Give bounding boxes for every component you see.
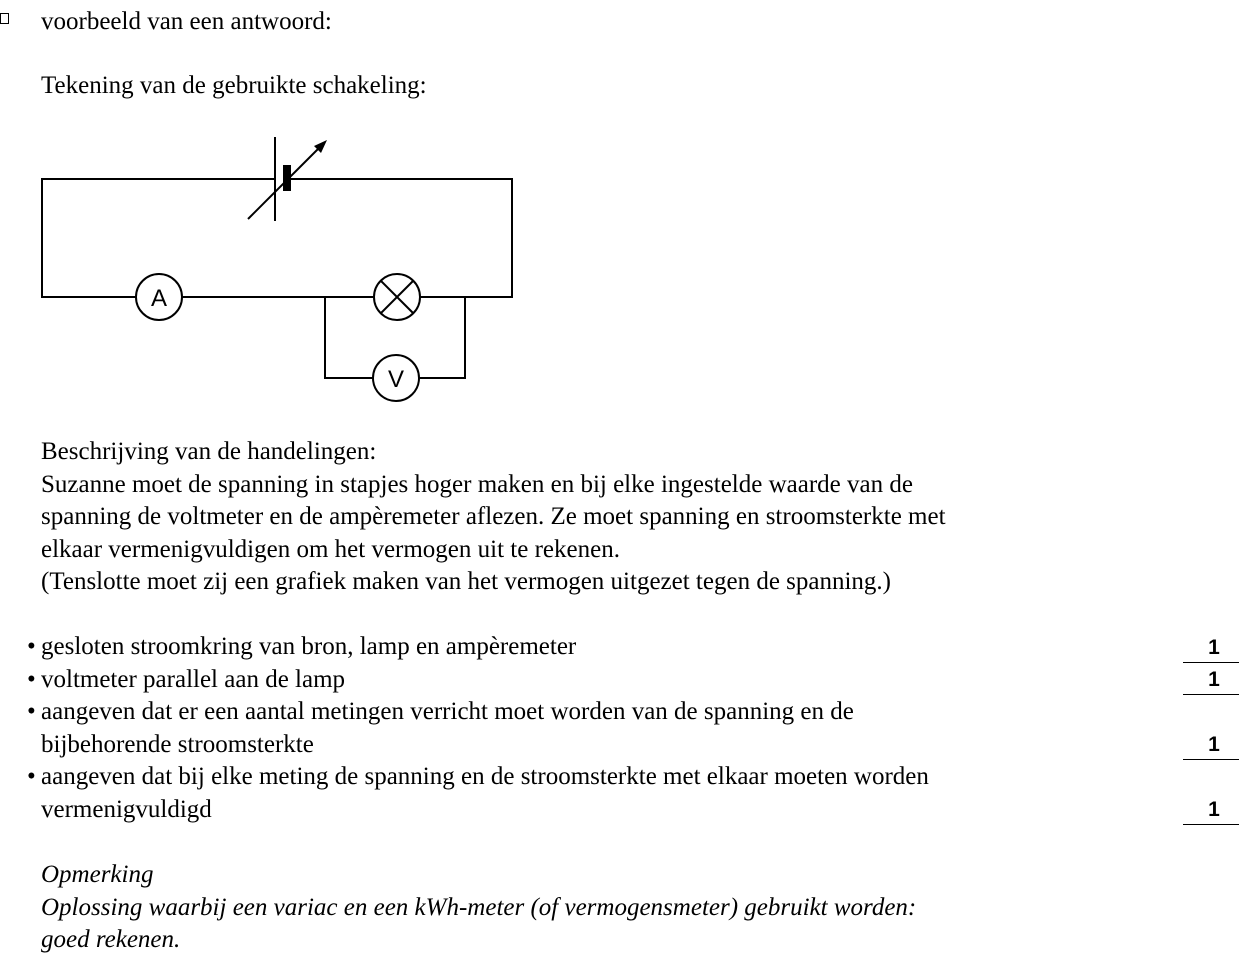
drawing-heading: Tekening van de gebruikte schakeling: — [41, 72, 427, 99]
description-line: elkaar vermenigvuldigen om het vermogen uit te rekenen. — [41, 536, 620, 563]
circuit-diagram — [0, 0, 600, 420]
voltmeter-label: V — [387, 366, 405, 393]
remark-line: goed rekenen. — [41, 926, 181, 953]
score-mark: 1 — [1183, 666, 1239, 695]
bullet-icon: • — [27, 698, 36, 725]
ammeter-icon — [136, 274, 182, 320]
criterion-item — [27, 761, 929, 794]
bullet-icon: • — [27, 633, 36, 660]
description-line: (Tenslotte moet zij een grafiek maken van het vermogen uitgezet tegen de spanning.) — [41, 568, 892, 595]
ammeter-label: A — [150, 285, 168, 312]
criterion-text: aangeven dat bij elke meting de spanning en de stroomsterkte met elkaar moeten worden — [41, 763, 929, 790]
score-mark: 1 — [1183, 634, 1239, 663]
criterion-text: gesloten stroomkring van bron, lamp en ampèremeter — [41, 633, 577, 660]
voltmeter-icon — [373, 355, 419, 401]
criterion-text-continued: vermenigvuldigd — [41, 796, 212, 823]
score-mark: 1 — [1183, 796, 1239, 825]
criterion-text: voltmeter parallel aan de lamp — [41, 666, 346, 693]
bullet-icon: • — [27, 666, 36, 693]
criterion-text-continued: bijbehorende stroomsterkte — [41, 731, 314, 758]
criterion-item — [27, 631, 576, 664]
remark-title: Opmerking — [41, 861, 154, 888]
description-line: Suzanne moet de spanning in stapjes hoger maken en bij elke ingestelde waarde van de — [41, 471, 913, 498]
intro-text: voorbeeld van een antwoord: — [41, 8, 332, 35]
lamp-icon — [374, 274, 420, 320]
criterion-item — [27, 664, 345, 697]
description-line: spanning de voltmeter en de ampèremeter aflezen. Ze moet spanning en stroomsterkte met — [41, 503, 946, 530]
criterion-text: aangeven dat er een aantal metingen verricht moet worden van de spanning en de — [41, 698, 854, 725]
bullet-icon: • — [27, 763, 36, 790]
score-mark: 1 — [1183, 731, 1239, 760]
remark-line: Oplossing waarbij een variac en een kWh-meter (of vermogensmeter) gebruikt worden: — [41, 894, 917, 921]
description-heading: Beschrijving van de handelingen: — [41, 438, 377, 465]
criterion-item — [27, 696, 854, 729]
